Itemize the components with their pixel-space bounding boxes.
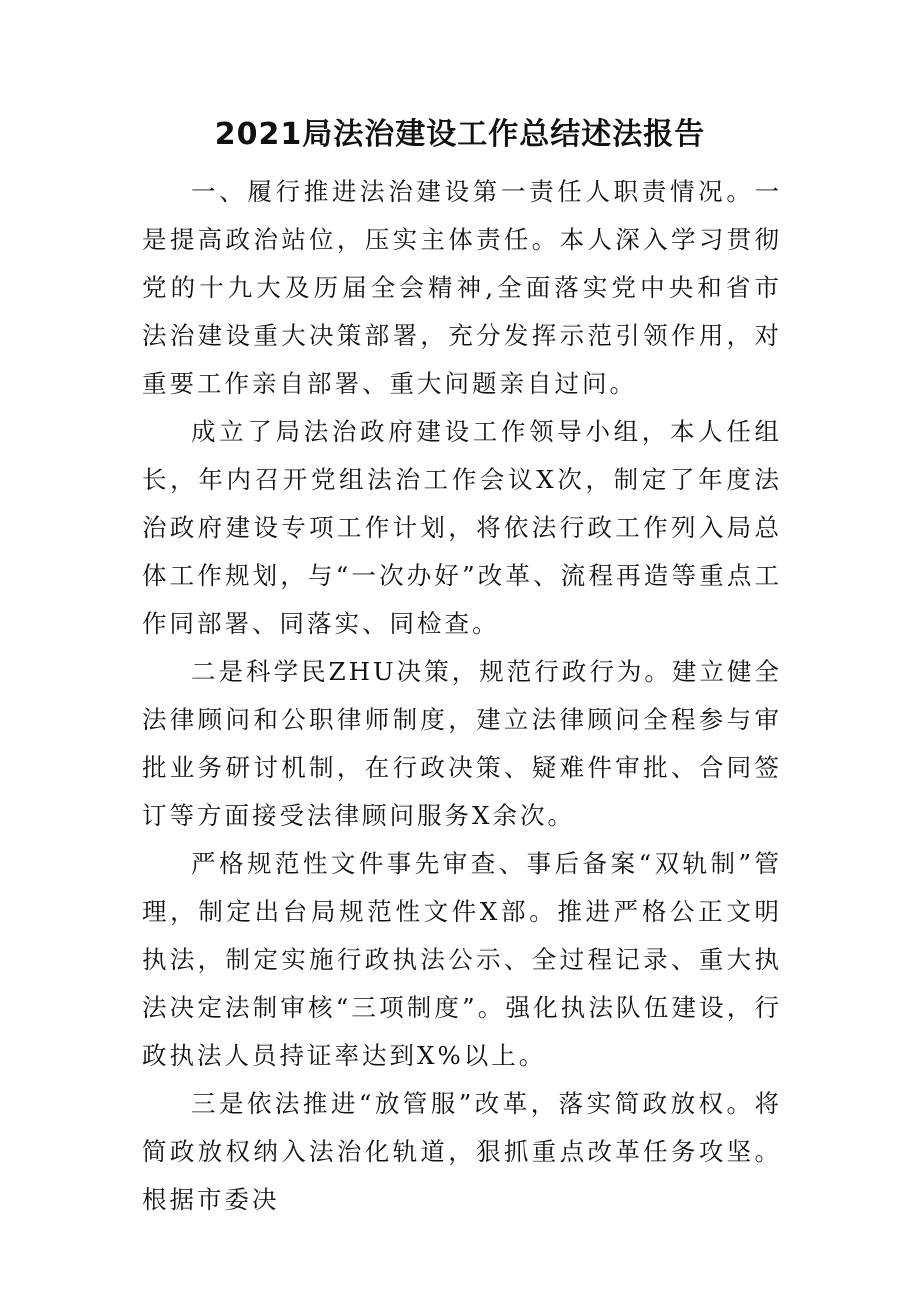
paragraph: 三是依法推进“放管服”改革，落实简政放权。将简政放权纳入法治化轨道，狠抓重点改革任务攻坚。根据市委决 [142,1089,782,1214]
document-title: 2021局法治建设工作总结述法报告 [214,117,706,152]
paragraph: 严格规范性文件事先审查、事后备案“双轨制”管理，制定出台局规范性文件X部。推进严格公正文明执法，制定实施行政执法公示、全过程记录、重大执法决定法制审核“三项制度”。强化执法队伍建设，行政执法人员持证率达到X%以上。 [142,849,782,1070]
paragraph: 成立了局法治政府建设工作领导小组，本人任组长，年内召开党组法治工作会议X次，制定了年度法治政府建设专项工作计划，将依法行政工作列入局总体工作规划，与“一次办好”改革、流程再造等重点工作同部署、同落实、同检查。 [142,417,782,638]
document-body [142,168,782,1224]
paragraph: 二是科学民ZHU决策，规范行政行为。建立健全法律顾问和公职律师制度，建立法律顾问全程参与审批业务研讨机制，在行政决策、疑难件审批、合同签订等方面接受法律顾问服务X余次。 [142,657,782,830]
paragraph: 一、履行推进法治建设第一责任人职责情况。一是提高政治站位，压实主体责任。本人深入学习贯彻党的十九大及历届全会精神,全面落实党中央和省市法治建设重大决策部署，充分发挥示范引领作用，对重要工作亲自部署、重大问题亲自过问。 [142,177,782,398]
